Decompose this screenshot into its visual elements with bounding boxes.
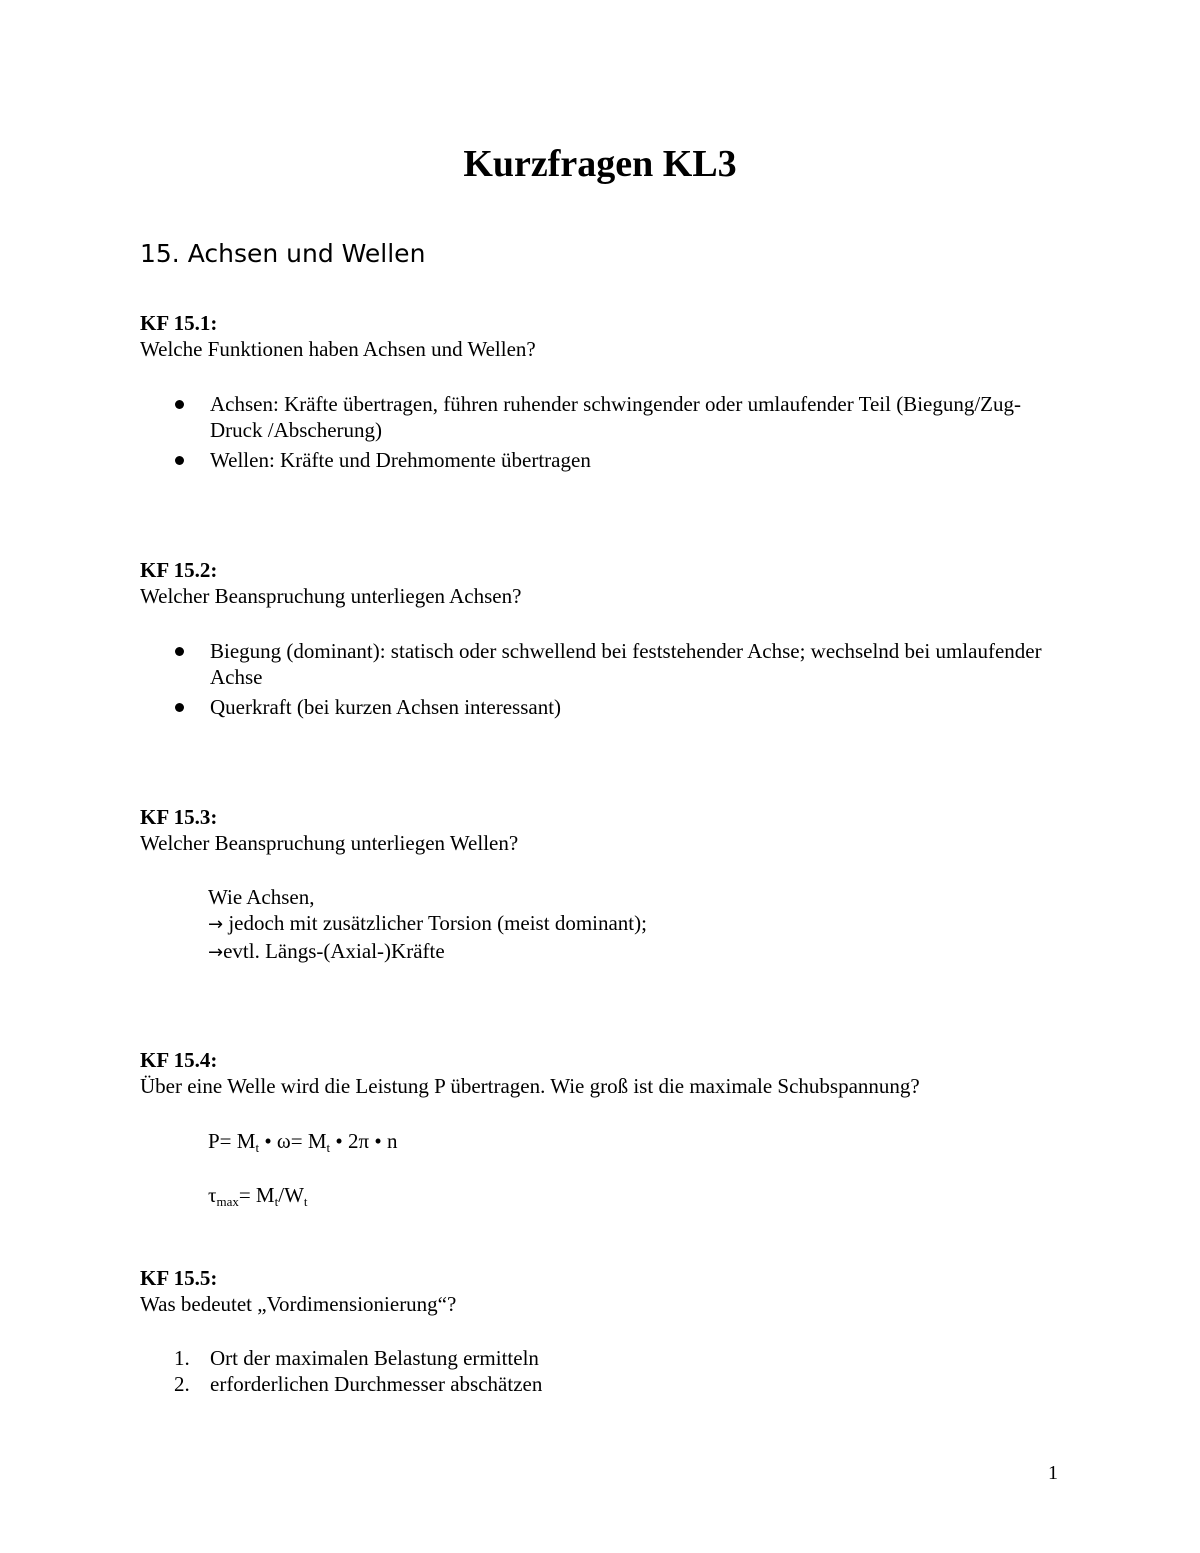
list-item — [172, 1345, 1070, 1371]
kf-15-2-label: KF 15.2: — [140, 558, 218, 582]
kf-15-5-label: KF 15.5: — [140, 1266, 218, 1290]
formula-power: $P= M_t$ • $\omega= M_t$ • 2π • n — [208, 1129, 398, 1155]
kf-15-5-block — [140, 1265, 456, 1317]
answer-line-text: evtl. Längs-(Axial-)Kräfte — [223, 939, 445, 963]
formula-shear-stress: $\tau_{max}= M_t/W_t$ — [208, 1183, 308, 1209]
bullet-icon — [175, 647, 184, 656]
list-item-text: Wellen: Kräfte und Drehmomente übertragen — [210, 448, 591, 472]
kf-15-2-block — [140, 557, 521, 609]
answer-line: Wie Achsen, — [208, 885, 315, 909]
bullet-icon — [175, 456, 184, 465]
kf-15-1-answer-list — [172, 391, 1070, 477]
list-item — [172, 447, 1070, 473]
answer-line-text: jedoch mit zusätzlicher Torsion (meist dominant); — [223, 911, 647, 935]
list-item-text: Querkraft (bei kurzen Achsen interessant) — [210, 695, 562, 719]
kf-15-5-question: Was bedeutet „Vordimensionierung“? — [140, 1292, 457, 1316]
list-item — [172, 391, 1070, 443]
list-item — [172, 1371, 1070, 1397]
kf-15-2-answer-list — [172, 638, 1070, 724]
list-item-text: erforderlichen Durchmesser abschätzen — [210, 1372, 543, 1396]
kf-15-3-block — [140, 804, 518, 856]
page-title: Kurzfragen KL3 — [463, 143, 737, 185]
kf-15-1-block — [140, 310, 536, 362]
arrow-right-icon: → — [208, 942, 224, 963]
kf-15-1-label: KF 15.1: — [140, 311, 218, 335]
kf-15-3-question: Welcher Beanspruchung unterliegen Wellen? — [140, 831, 519, 855]
kf-15-5-answer-list — [172, 1345, 1070, 1397]
list-item-text: Ort der maximalen Belastung ermitteln — [210, 1346, 539, 1370]
bullet-icon — [175, 400, 184, 409]
list-item-text: Achsen: Kräfte übertragen, führen ruhender schwingender oder umlaufender Teil (Biegung/Zug- Druck /Abscherung) — [210, 392, 1022, 442]
answer-line — [208, 910, 647, 938]
kf-15-4-block — [140, 1047, 920, 1099]
list-item — [172, 638, 1070, 690]
list-number: 1. — [174, 1346, 190, 1370]
kf-15-3-label: KF 15.3: — [140, 805, 218, 829]
section-heading: 15. Achsen und Wellen — [140, 239, 426, 268]
bullet-icon — [175, 703, 184, 712]
page-number: 1 — [1048, 1462, 1058, 1484]
answer-line — [208, 938, 647, 966]
list-number: 2. — [174, 1372, 190, 1396]
kf-15-4-question: Über eine Welle wird die Leistung P übertragen. Wie groß ist die maximale Schubspannung? — [140, 1074, 920, 1098]
kf-15-3-answer — [208, 884, 647, 966]
kf-15-1-question: Welche Funktionen haben Achsen und Wellen? — [140, 337, 536, 361]
list-item — [172, 694, 1070, 720]
kf-15-2-question: Welcher Beanspruchung unterliegen Achsen? — [140, 584, 522, 608]
arrow-right-icon: → — [208, 914, 224, 935]
list-item-text: Biegung (dominant): statisch oder schwellend bei feststehender Achse; wechselnd bei umlaufender Achse — [210, 639, 1042, 689]
kf-15-4-label: KF 15.4: — [140, 1048, 218, 1072]
